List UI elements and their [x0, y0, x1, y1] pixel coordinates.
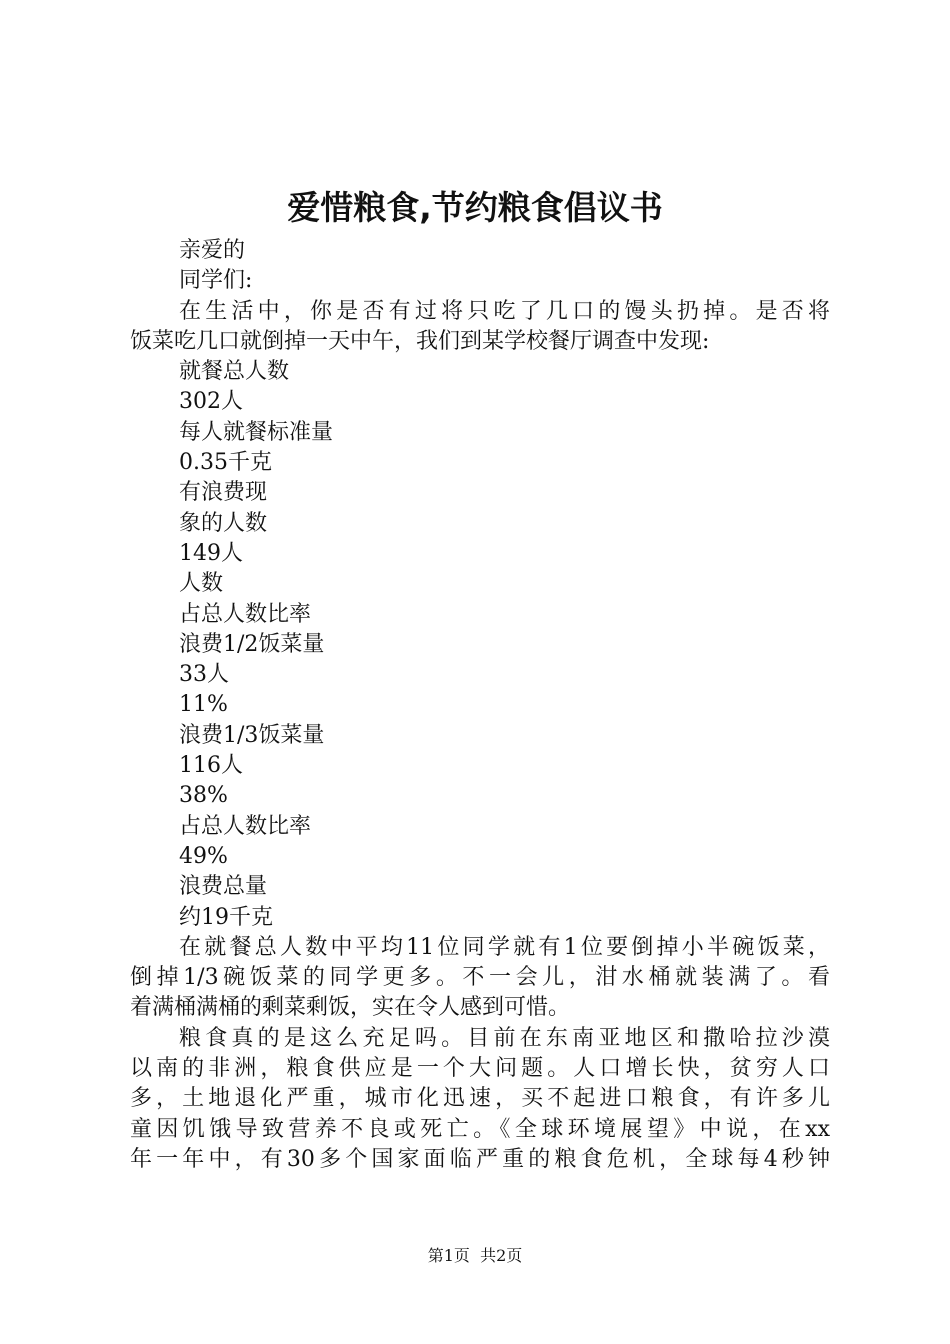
table-cell-line: 占总人数比率: [179, 601, 312, 627]
table-cell-line: 49%: [179, 843, 228, 869]
document-title: 爱惜粮食,节约粮食倡议书: [287, 188, 663, 227]
paragraph-line: 多，土地退化严重，城市化迅速，买不起进口粮食，有许多儿: [130, 1086, 830, 1112]
table-cell-line: 就餐总人数: [179, 359, 290, 385]
table-cell-line: 人数: [179, 571, 224, 597]
paragraph-line: 童因饥饿导致营养不良或死亡。《全球环境展望》中说，在xx: [130, 1116, 830, 1142]
table-cell-line: 302人: [179, 389, 243, 415]
table-cell-line: 浪费总量: [179, 874, 268, 900]
document-body: [130, 236, 830, 1175]
paragraph-line: 在生活中，你是否有过将只吃了几口的馒头扔掉。是否将: [179, 298, 830, 324]
table-cell-line: 0.35千克: [179, 450, 272, 476]
table-cell-line: 33人: [179, 662, 229, 688]
paragraph-line: 倒掉1/3碗饭菜的同学更多。不一会儿，泔水桶就装满了。看: [130, 965, 830, 991]
page-number: 第1页: [427, 1246, 470, 1265]
table-cell-line: 浪费1/2饭菜量: [179, 631, 325, 657]
paragraph-line: 年一年中，有30多个国家面临严重的粮食危机，全球每4秒钟: [130, 1146, 830, 1172]
salutation-line: 亲爱的: [179, 238, 246, 263]
table-cell-line: 11%: [179, 692, 228, 718]
page-total: 共2页: [480, 1246, 523, 1265]
table-cell-line: 每人就餐标准量: [179, 419, 334, 445]
table-cell-line: 116人: [179, 753, 243, 779]
table-cell-line: 浪费1/3饭菜量: [179, 722, 325, 748]
paragraph-line: 粮食真的是这么充足吗。目前在东南亚地区和撒哈拉沙漠: [179, 1025, 830, 1051]
paragraph-line: 在就餐总人数中平均11位同学就有1位要倒掉小半碗饭菜，: [179, 934, 830, 960]
table-cell-line: 约19千克: [179, 904, 273, 930]
table-cell-line: 149人: [179, 540, 243, 566]
paragraph-line: 饭菜吃几口就倒掉一天中午，我们到某学校餐厅调查中发现:: [130, 328, 710, 354]
table-cell-line: 38%: [179, 783, 228, 809]
table-cell-line: 占总人数比率: [179, 813, 312, 839]
salutation-line: 同学们:: [179, 268, 253, 294]
table-cell-line: 象的人数: [179, 510, 268, 536]
paragraph-line: 以南的非洲，粮食供应是一个大问题。人口增长快，贫穷人口: [130, 1056, 830, 1082]
page-footer: [0, 1246, 950, 1266]
footer-spacer: [470, 1246, 480, 1265]
paragraph-line: 着满桶满桶的剩菜剩饭，实在令人感到可惜。: [130, 995, 571, 1021]
table-cell-line: 有浪费现: [179, 480, 268, 506]
